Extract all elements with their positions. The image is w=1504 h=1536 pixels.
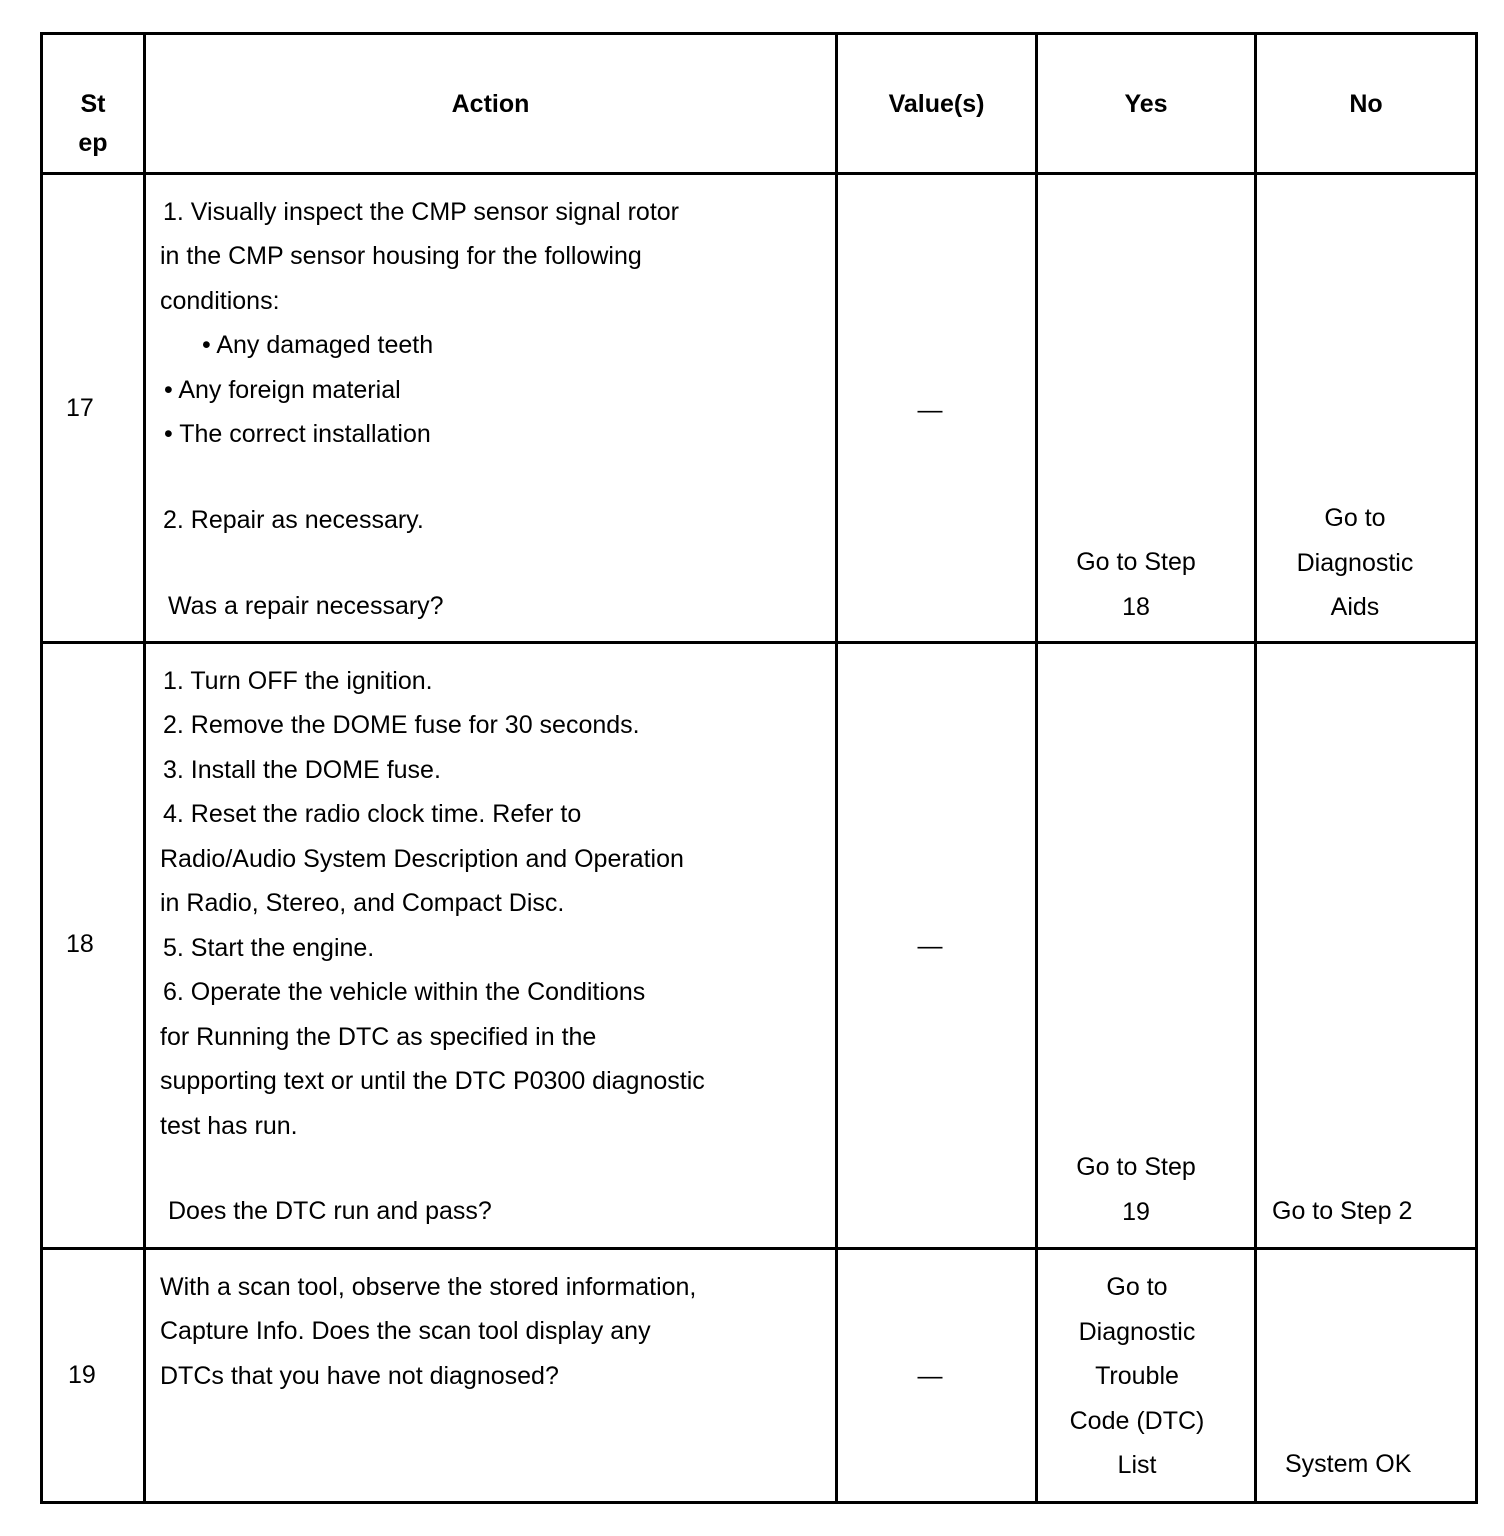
value-cell: —: [917, 932, 943, 960]
col-divider-step: [143, 32, 146, 1504]
action-line: 1. Visually inspect the CMP sensor signal rotor: [163, 198, 679, 226]
step-number: 17: [66, 394, 94, 422]
action-line: 5. Start the engine.: [163, 934, 375, 962]
action-line: 2. Repair as necessary.: [163, 506, 424, 534]
table-border-left: [40, 32, 43, 1504]
action-question: Was a repair necessary?: [168, 592, 444, 620]
row-divider-17-18: [40, 641, 1478, 644]
action-line: 3. Install the DOME fuse.: [163, 756, 441, 784]
action-line: conditions:: [160, 287, 280, 315]
header-divider: [40, 172, 1478, 175]
step-number: 18: [66, 930, 94, 958]
action-bullet: • Any foreign material: [164, 376, 401, 404]
action-bullet: • Any damaged teeth: [202, 331, 434, 359]
action-line: test has run.: [160, 1112, 298, 1140]
diagnostic-table: [40, 32, 1478, 1504]
action-line: 6. Operate the vehicle within the Conditions: [163, 978, 646, 1006]
header-values: Value(s): [888, 90, 985, 118]
action-bullet: • The correct installation: [164, 420, 431, 448]
action-line: Capture Info. Does the scan tool display any: [160, 1317, 651, 1345]
row-divider-18-19: [40, 1247, 1478, 1250]
header-yes: Yes: [1124, 90, 1168, 118]
action-question: Does the DTC run and pass?: [168, 1197, 492, 1225]
table-border-right: [1475, 32, 1478, 1504]
table-border-top: [40, 32, 1478, 35]
header-action: Action: [451, 90, 530, 118]
value-cell: —: [917, 396, 943, 424]
action-line: for Running the DTC as specified in the: [160, 1023, 597, 1051]
col-divider-yes: [1254, 32, 1257, 1504]
no-cell: Go to Step 2: [1272, 1197, 1413, 1225]
no-cell: Go to Diagnostic Aids: [1296, 504, 1414, 621]
action-line: supporting text or until the DTC P0300 diagnostic: [160, 1067, 705, 1095]
value-cell: —: [917, 1362, 943, 1390]
action-line: in the CMP sensor housing for the following: [160, 242, 642, 270]
action-line: Radio/Audio System Description and Operation: [160, 845, 684, 873]
action-line: in Radio, Stereo, and Compact Disc.: [160, 889, 565, 917]
yes-cell: Go to Step 19: [1076, 1153, 1196, 1226]
no-cell: System OK: [1285, 1450, 1412, 1478]
col-divider-action: [835, 32, 838, 1504]
header-step: St ep: [78, 90, 108, 157]
action-line: DTCs that you have not diagnosed?: [160, 1362, 559, 1390]
action-line: With a scan tool, observe the stored information,: [160, 1273, 697, 1301]
header-no: No: [1349, 90, 1383, 118]
action-line: 4. Reset the radio clock time. Refer to: [163, 800, 582, 828]
yes-cell: Go to Step 18: [1076, 548, 1196, 621]
action-line: 2. Remove the DOME fuse for 30 seconds.: [163, 711, 640, 739]
action-line: 1. Turn OFF the ignition.: [163, 667, 433, 695]
table-border-bottom: [40, 1501, 1478, 1504]
step-number: 19: [68, 1361, 96, 1389]
yes-cell: Go to Diagnostic Trouble Code (DTC) List: [1069, 1273, 1205, 1479]
